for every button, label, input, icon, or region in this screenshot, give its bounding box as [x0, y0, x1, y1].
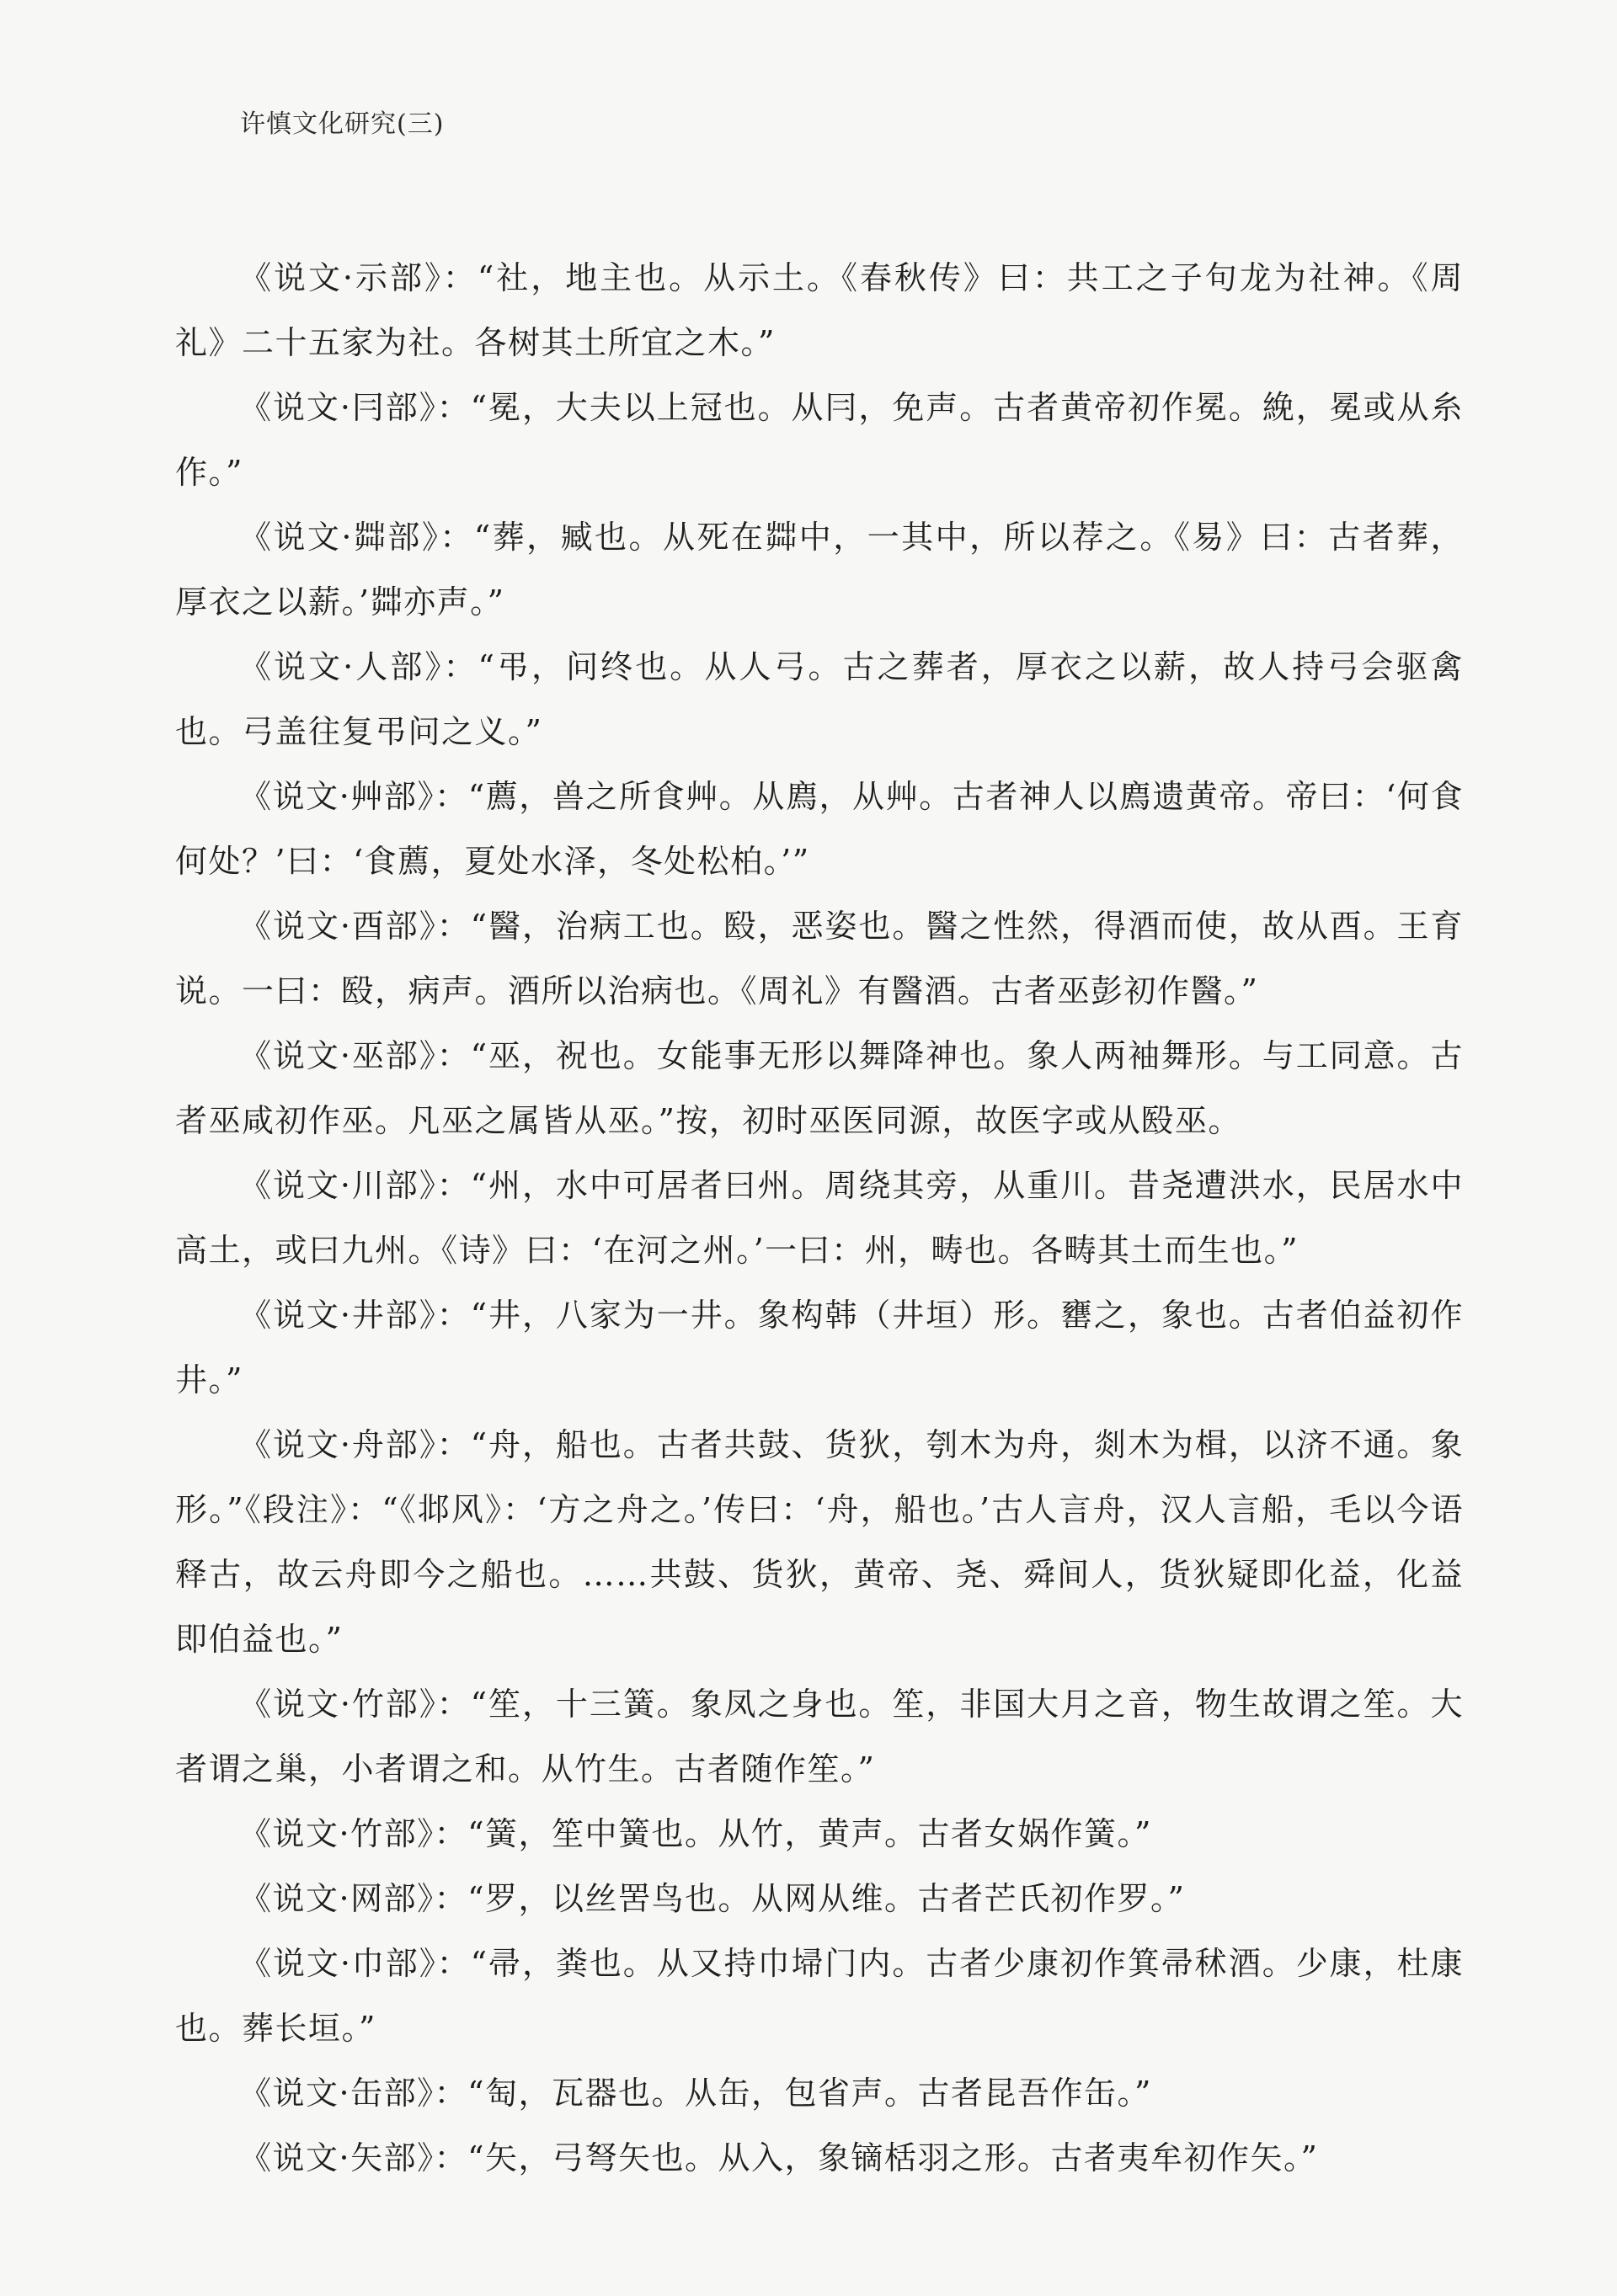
paragraph-foubu: 《说文·缶部》：“匋，瓦器也。从缶，包省声。古者昆吾作缶。”	[239, 2075, 1152, 2112]
paragraph-shibu-arrow: 《说文·矢部》：“矢，弓弩矢也。从入，象镝栝羽之形。古者夷牟初作矢。”	[239, 2139, 1319, 2176]
paragraph-caobu: 《说文·艸部》：“薦，兽之所食艸。从廌，从艸。古者神人以廌遗黄帝。帝曰：‘何食何处？’曰：‘食薦，夏处水泽，冬处松柏。’”	[175, 778, 1464, 880]
running-header-title: 许慎文化研究(三)	[240, 109, 445, 139]
paragraph-maobu: 《说文·冃部》：“冕，大夫以上冠也。从冃，免声。古者黄帝初作冕。絻，冕或从糸作。”	[175, 389, 1464, 491]
paragraph-wangbu: 《说文·网部》：“罗，以丝罟鸟也。从网从维。古者芒氏初作罗。”	[239, 1880, 1186, 1917]
paragraph-zhoubu: 《说文·舟部》：“舟，船也。古者共鼓、货狄，刳木为舟，剡木为楫，以济不通。象形。”《段注》：“《邶风》：‘方之舟之。’传曰：‘舟，船也。’古人言舟，汉人言船，毛以今语释古，故云舟即今之船也。……共鼓、货狄，黄帝、尧、舜间人，货狄疑即化益，化益即伯益也。”	[175, 1426, 1464, 1658]
page-body	[175, 246, 1464, 2191]
paragraph-shibu: 《说文·示部》：“社，地主也。从示土。《春秋传》曰：共工之子句龙为社神。《周礼》二十五家为社。各树其土所宜之木。”	[175, 259, 1464, 361]
paragraph-zhubu-huang: 《说文·竹部》：“簧，笙中簧也。从竹，黄声。古者女娲作簧。”	[239, 1815, 1152, 1852]
paragraph-zhubu-sheng: 《说文·竹部》：“笙，十三簧。象凤之身也。笙，非国大月之音，物生故谓之笙。大者谓之巢，小者谓之和。从竹生。古者随作笙。”	[175, 1686, 1464, 1787]
paragraph-mangbu: 《说文·茻部》：“葬，臧也。从死在茻中，一其中，所以荐之。《易》曰：古者葬，厚衣之以薪。’茻亦声。”	[175, 519, 1464, 621]
paragraph-jinbu: 《说文·巾部》：“帚，粪也。从又持巾埽门内。古者少康初作箕帚秫酒。少康，杜康也。葬长垣。”	[175, 1945, 1464, 2047]
paragraph-chuanbu: 《说文·川部》：“州，水中可居者曰州。周绕其旁，从重川。昔尧遭洪水，民居水中高土，或曰九州。《诗》曰：‘在河之州。’一曰：州，畴也。各畴其土而生也。”	[175, 1167, 1464, 1269]
paragraph-youbu: 《说文·酉部》：“醫，治病工也。殹，恶姿也。醫之性然，得酒而使，故从酉。王育说。一曰：殹，病声。酒所以治病也。《周礼》有醫酒。古者巫彭初作醫。”	[175, 908, 1464, 1009]
paragraph-jingbu: 《说文·井部》：“井，八家为一井。象构韩（井垣）形。罋之，象也。古者伯益初作井。”	[175, 1297, 1464, 1398]
paragraph-renbu: 《说文·人部》：“弔，问终也。从人弓。古之葬者，厚衣之以薪，故人持弓会驱禽也。弓盖往复弔问之义。”	[175, 648, 1464, 750]
paragraph-wubu: 《说文·巫部》：“巫，祝也。女能事无形以舞降神也。象人两袖舞形。与工同意。古者巫咸初作巫。凡巫之属皆从巫。”按，初时巫医同源，故医字或从殹巫。	[175, 1037, 1464, 1139]
